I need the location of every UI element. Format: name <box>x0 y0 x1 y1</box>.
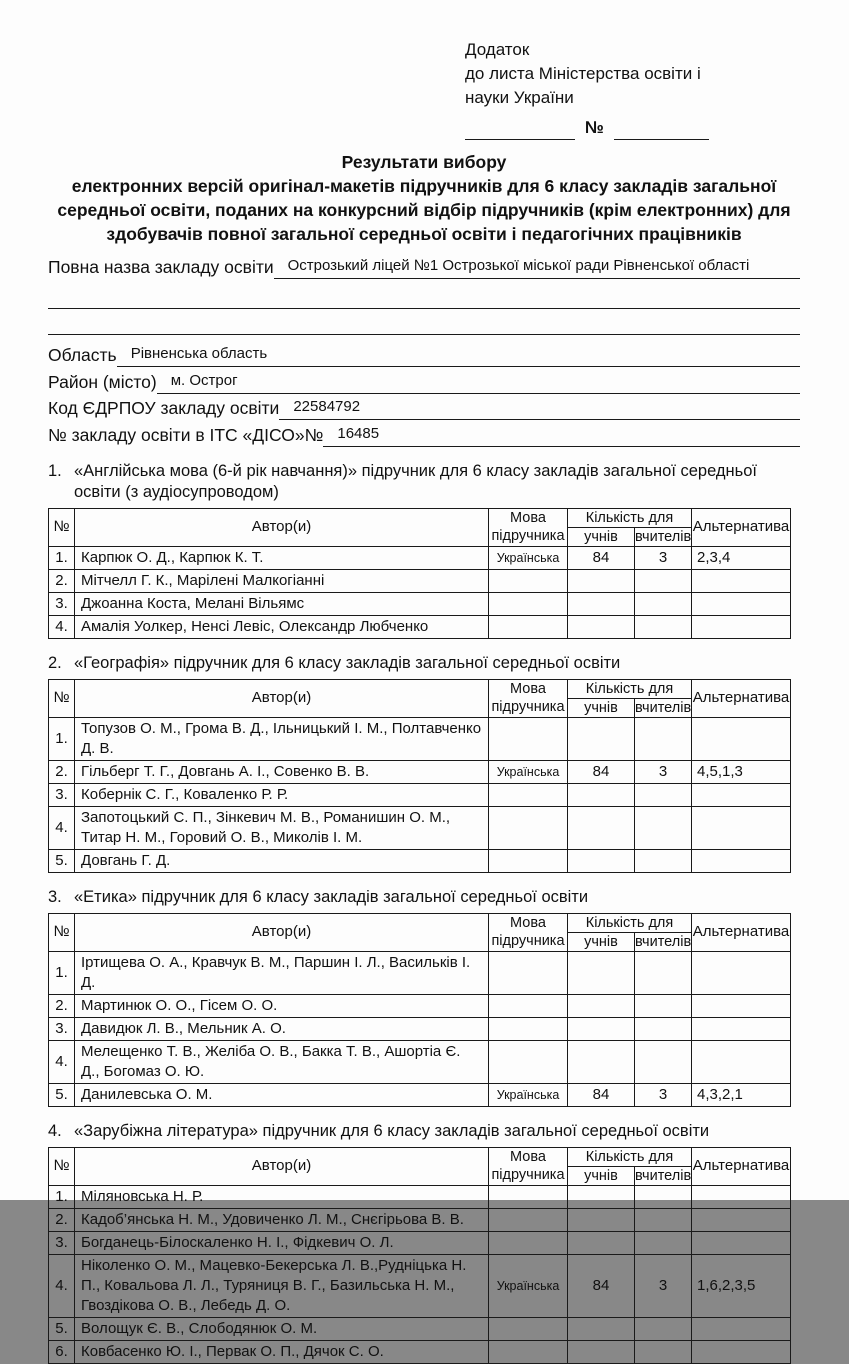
row-language <box>489 1208 568 1231</box>
table-row <box>49 1040 791 1083</box>
textbook-section <box>48 461 800 639</box>
table-row <box>49 806 791 849</box>
col-header-language: Мова підручника <box>489 913 568 951</box>
section-heading <box>48 1121 800 1142</box>
row-alternative <box>692 1340 791 1363</box>
row-authors: Карпюк О. Д., Карпюк К. Т. <box>75 546 489 569</box>
row-teachers <box>635 615 692 638</box>
district-value: м. Острог <box>157 370 800 394</box>
section-number: 3. <box>48 887 62 906</box>
row-alternative <box>692 615 791 638</box>
table-body <box>49 1185 791 1363</box>
region-label: Область <box>48 345 117 365</box>
table-row <box>49 1317 791 1340</box>
col-header-students: учнів <box>568 527 635 546</box>
table-row <box>49 951 791 994</box>
section-title: «Англійська мова (6-й рік навчання)» підручник для 6 класу закладів загальної середньої освіти (з аудіосупроводом) <box>74 461 758 501</box>
table-body <box>49 951 791 1106</box>
document-title <box>48 150 800 246</box>
col-header-teachers: вчителів <box>635 933 692 950</box>
col-header-language: Мова підручника <box>489 679 568 717</box>
row-students <box>568 569 635 592</box>
row-authors: Кадоб’янська Н. М., Удовиченко Л. М., Снєгірьова В. В. <box>75 1208 489 1231</box>
section-title: «Етика» підручник для 6 класу закладів загальної середньої освіти <box>74 887 589 906</box>
row-teachers <box>635 592 692 615</box>
row-authors: Волощук Є. В., Слободянюк О. М. <box>75 1317 489 1340</box>
row-students <box>568 1040 635 1083</box>
row-number: 5. <box>49 849 75 872</box>
row-language: Українська <box>489 546 568 569</box>
col-header-quantity: Кількість для <box>568 679 692 698</box>
row-authors: Кобернік С. Г., Коваленко Р. Р. <box>75 783 489 806</box>
district-label: Район (місто) <box>48 371 157 392</box>
textbook-section <box>48 653 800 873</box>
row-teachers <box>635 1231 692 1254</box>
row-authors: Топузов О. М., Грома В. Д., Ільницький І. М., Полтавченко Д. В. <box>75 717 489 760</box>
row-authors: Ковбасенко Ю. І., Первак О. П., Дячок С. О. <box>75 1340 489 1363</box>
row-students: 84 <box>568 1083 635 1106</box>
row-alternative: 2,3,4 <box>692 546 791 569</box>
row-language <box>489 1317 568 1340</box>
school-name-field <box>48 255 800 279</box>
letterhead-line-1: Додаток <box>465 40 530 59</box>
col-header-alternative: Альтернатива <box>692 508 791 546</box>
row-authors: Данилевська О. М. <box>75 1083 489 1106</box>
row-language <box>489 1040 568 1083</box>
row-number: 4. <box>49 615 75 638</box>
school-name-value: Острозький ліцей №1 Острозької міської ради Рівненської області <box>274 255 800 279</box>
letter-number-line <box>465 116 800 140</box>
location-fields <box>48 343 800 447</box>
edrpou-value: 22584792 <box>279 396 800 420</box>
row-number: 6. <box>49 1340 75 1363</box>
col-header-quantity: Кількість для <box>568 508 692 527</box>
row-students <box>568 1208 635 1231</box>
row-teachers <box>635 1340 692 1363</box>
row-language <box>489 1185 568 1208</box>
table-row <box>49 592 791 615</box>
textbook-section <box>48 1121 800 1364</box>
row-students <box>568 951 635 994</box>
col-header-authors: Автор(и) <box>75 913 489 951</box>
row-students <box>568 1231 635 1254</box>
row-students <box>568 1017 635 1040</box>
section-title: «Географія» підручник для 6 класу закладів загальної середньої освіти <box>74 653 621 672</box>
row-number: 1. <box>49 546 75 569</box>
date-blank-line <box>465 122 575 140</box>
table-body <box>49 546 791 638</box>
row-language: Українська <box>489 1083 568 1106</box>
row-authors: Довгань Г. Д. <box>75 849 489 872</box>
row-language <box>489 615 568 638</box>
row-language: Українська <box>489 760 568 783</box>
row-number: 1. <box>49 717 75 760</box>
row-alternative <box>692 806 791 849</box>
col-header-alternative: Альтернатива <box>692 679 791 717</box>
row-alternative <box>692 1185 791 1208</box>
row-alternative <box>692 569 791 592</box>
region-value: Рівненська область <box>117 343 800 367</box>
table-row <box>49 546 791 569</box>
edrpou-field <box>48 396 800 420</box>
col-header-students: учнів <box>568 698 635 717</box>
col-header-quantity: Кількість для <box>568 1147 692 1166</box>
row-authors: Мартинюк О. О., Гісем О. О. <box>75 994 489 1017</box>
row-language <box>489 1017 568 1040</box>
col-header-alternative: Альтернатива <box>692 913 791 951</box>
row-authors: Джоанна Коста, Мелані Вільямс <box>75 592 489 615</box>
row-students <box>568 1340 635 1363</box>
row-alternative: 1,6,2,3,5 <box>692 1254 791 1317</box>
row-language <box>489 994 568 1017</box>
row-students: 84 <box>568 546 635 569</box>
col-header-quantity: Кількість для <box>568 913 692 932</box>
table-row <box>49 1254 791 1317</box>
row-alternative <box>692 1040 791 1083</box>
row-language <box>489 592 568 615</box>
row-alternative <box>692 592 791 615</box>
row-authors: Мелещенко Т. В., Желіба О. В., Бакка Т. В., Ашортіа Є. Д., Богомаз О. Ю. <box>75 1040 489 1083</box>
row-number: 2. <box>49 994 75 1017</box>
col-header-num: № <box>49 913 75 951</box>
blank-underline-2 <box>48 309 800 335</box>
row-authors: Іртищева О. А., Кравчук В. М., Паршин І. Л., Васильків І. Д. <box>75 951 489 994</box>
table-row <box>49 1231 791 1254</box>
row-number: 5. <box>49 1317 75 1340</box>
row-alternative: 4,3,2,1 <box>692 1083 791 1106</box>
section-title: «Зарубіжна література» підручник для 6 класу закладів загальної середньої освіти <box>74 1121 710 1140</box>
row-teachers: 3 <box>635 760 692 783</box>
row-authors: Запотоцький С. П., Зінкевич М. В., Романишин О. М., Титар Н. М., Горовий О. В., Миколів І. М. <box>75 806 489 849</box>
row-teachers: 3 <box>635 1254 692 1317</box>
row-students <box>568 994 635 1017</box>
row-alternative <box>692 994 791 1017</box>
col-header-authors: Автор(и) <box>75 1147 489 1185</box>
row-number: 2. <box>49 1208 75 1231</box>
row-number: 3. <box>49 592 75 615</box>
row-teachers <box>635 1040 692 1083</box>
table-row <box>49 783 791 806</box>
col-header-students: учнів <box>568 932 635 951</box>
section-heading <box>48 461 800 503</box>
row-number: 4. <box>49 1040 75 1083</box>
textbook-section <box>48 887 800 1107</box>
row-students <box>568 592 635 615</box>
title-body: електронних версій оригінал-макетів підручників для 6 класу закладів загальної середньої освіти, поданих на конкурсний відбір підручників (крім електронних) для здобувачів повної загальної середньої освіти і педагогічних працівників <box>57 176 791 244</box>
row-alternative <box>692 1208 791 1231</box>
col-header-teachers: вчителів <box>635 1167 692 1184</box>
row-teachers <box>635 569 692 592</box>
row-teachers <box>635 994 692 1017</box>
school-name-label: Повна назва закладу освіти <box>48 257 274 277</box>
row-teachers: 3 <box>635 1083 692 1106</box>
row-language <box>489 569 568 592</box>
row-number: 2. <box>49 569 75 592</box>
textbook-table <box>48 679 791 873</box>
row-authors: Міляновська Н. Р. <box>75 1185 489 1208</box>
row-number: 3. <box>49 783 75 806</box>
row-number: 3. <box>49 1017 75 1040</box>
row-teachers <box>635 1208 692 1231</box>
table-body <box>49 717 791 872</box>
table-row <box>49 1340 791 1363</box>
row-alternative: 4,5,1,3 <box>692 760 791 783</box>
row-alternative <box>692 1317 791 1340</box>
row-teachers: 3 <box>635 546 692 569</box>
row-teachers <box>635 783 692 806</box>
row-authors: Амалія Уолкер, Ненсі Левіс, Олександр Любченко <box>75 615 489 638</box>
row-language <box>489 806 568 849</box>
section-heading <box>48 653 800 674</box>
row-teachers <box>635 849 692 872</box>
row-authors: Мітчелл Г. К., Марілені Малкогіанні <box>75 569 489 592</box>
row-students: 84 <box>568 1254 635 1317</box>
section-number: 1. <box>48 461 62 480</box>
number-blank-line <box>614 122 709 140</box>
row-number: 1. <box>49 1185 75 1208</box>
row-alternative <box>692 951 791 994</box>
row-teachers <box>635 717 692 760</box>
blank-underline-1 <box>48 283 800 309</box>
col-header-students: учнів <box>568 1166 635 1185</box>
table-row <box>49 1083 791 1106</box>
row-number: 3. <box>49 1231 75 1254</box>
sections-container <box>48 461 800 1364</box>
row-students <box>568 806 635 849</box>
table-row <box>49 615 791 638</box>
letterhead-line-2: до листа Міністерства освіти і <box>465 64 701 83</box>
number-sign-label: № <box>585 118 604 137</box>
row-teachers <box>635 1017 692 1040</box>
row-teachers <box>635 806 692 849</box>
col-header-teachers: вчителів <box>635 528 692 545</box>
letterhead <box>465 38 800 140</box>
row-number: 1. <box>49 951 75 994</box>
col-header-language: Мова підручника <box>489 1147 568 1185</box>
row-students: 84 <box>568 760 635 783</box>
diso-value: 16485 <box>323 423 800 447</box>
row-language <box>489 717 568 760</box>
section-number: 2. <box>48 653 62 672</box>
table-row <box>49 994 791 1017</box>
col-header-language: Мова підручника <box>489 508 568 546</box>
table-row <box>49 760 791 783</box>
table-row <box>49 849 791 872</box>
table-row <box>49 569 791 592</box>
row-language <box>489 849 568 872</box>
row-students <box>568 717 635 760</box>
row-students <box>568 1317 635 1340</box>
row-language <box>489 1340 568 1363</box>
textbook-table <box>48 913 791 1107</box>
row-alternative <box>692 1017 791 1040</box>
row-number: 5. <box>49 1083 75 1106</box>
row-students <box>568 783 635 806</box>
table-row <box>49 1017 791 1040</box>
region-field <box>48 343 800 367</box>
textbook-table <box>48 508 791 639</box>
row-number: 4. <box>49 806 75 849</box>
col-header-authors: Автор(и) <box>75 508 489 546</box>
row-alternative <box>692 849 791 872</box>
diso-field <box>48 423 800 447</box>
table-row <box>49 1208 791 1231</box>
col-header-num: № <box>49 1147 75 1185</box>
district-field <box>48 370 800 394</box>
table-row <box>49 717 791 760</box>
edrpou-label: Код ЄДРПОУ закладу освіти <box>48 398 280 418</box>
col-header-num: № <box>49 679 75 717</box>
section-number: 4. <box>48 1121 62 1140</box>
row-language <box>489 1231 568 1254</box>
row-language <box>489 951 568 994</box>
textbook-table <box>48 1147 791 1364</box>
col-header-num: № <box>49 508 75 546</box>
row-language: Українська <box>489 1254 568 1317</box>
letterhead-line-3: науки України <box>465 88 574 107</box>
row-alternative <box>692 1231 791 1254</box>
diso-label: № закладу освіти в ІТС «ДІСО»№ <box>48 424 324 445</box>
row-authors: Давидюк Л. В., Мельник А. О. <box>75 1017 489 1040</box>
col-header-teachers: вчителів <box>635 699 692 716</box>
section-heading <box>48 887 800 908</box>
row-language <box>489 783 568 806</box>
col-header-alternative: Альтернатива <box>692 1147 791 1185</box>
row-authors: Ніколенко О. М., Мацевко-Бекерська Л. В.,Рудніцька Н. П., Ковальова Л. Л., Туряниця В. Г., Базильська Н. М., Гвоздікова О. В., Лебедь Д. О. <box>75 1254 489 1317</box>
row-teachers <box>635 1317 692 1340</box>
row-students <box>568 1185 635 1208</box>
row-alternative <box>692 717 791 760</box>
row-students <box>568 849 635 872</box>
row-number: 4. <box>49 1254 75 1317</box>
col-header-authors: Автор(и) <box>75 679 489 717</box>
title-line-1: Результати вибору <box>341 152 507 172</box>
row-teachers <box>635 951 692 994</box>
row-alternative <box>692 783 791 806</box>
table-row <box>49 1185 791 1208</box>
row-authors: Гільберг Т. Г., Довгань А. І., Совенко В. В. <box>75 760 489 783</box>
row-students <box>568 615 635 638</box>
row-authors: Богданець-Білоскаленко Н. І., Фідкевич О. Л. <box>75 1231 489 1254</box>
row-number: 2. <box>49 760 75 783</box>
row-teachers <box>635 1185 692 1208</box>
